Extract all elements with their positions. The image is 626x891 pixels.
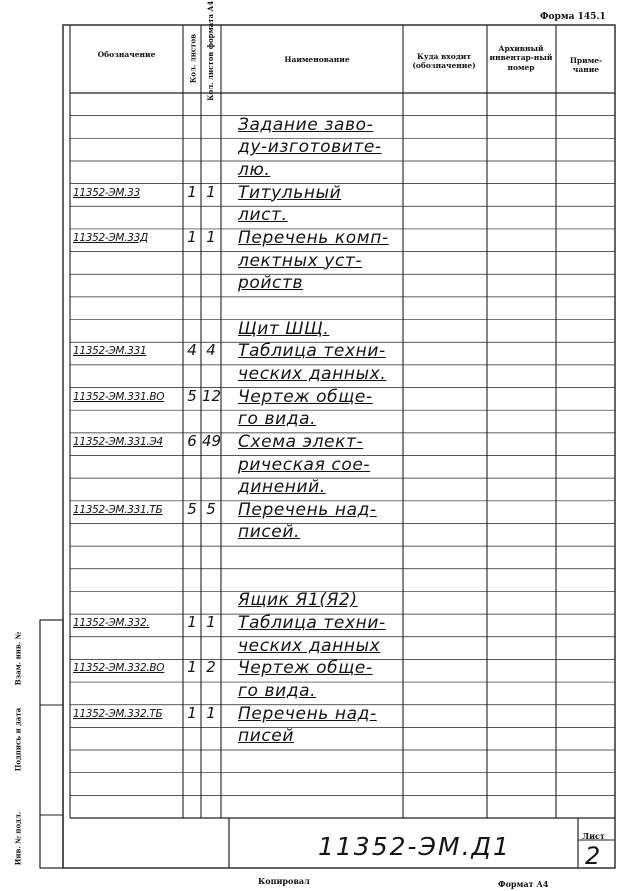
row-name: Таблица техни- [238, 613, 386, 634]
document-code: 11352-ЭМ.Д1 [318, 832, 511, 861]
row-sheet-count-a4: 1 [206, 227, 216, 246]
row-name: Перечень над- [238, 499, 377, 520]
header-sheet-count-a4-text: Кол. листов формата А4 [206, 0, 216, 101]
row-sheet-count: 1 [187, 613, 197, 632]
row-name: писей [238, 726, 295, 747]
row-designation: 11352-ЭМ.331.Э4 [73, 435, 163, 448]
row-name: Задание заво- [238, 114, 374, 135]
row-name: динений. [238, 477, 326, 498]
header-archive-number: Архивный инвентар-ный номер [489, 44, 553, 72]
row-sheet-count-a4: 49 [202, 431, 222, 450]
row-designation: 11352-ЭМ.332. [73, 617, 150, 630]
row-sheet-count-a4: 12 [202, 386, 222, 405]
row-name: Ящик Я1(Я2) [238, 590, 358, 611]
row-name: ческих данных. [238, 363, 387, 384]
row-designation: 11352-ЭМ.331.ВО [73, 390, 165, 403]
row-designation: 11352-ЭМ.33Д [73, 231, 148, 244]
form-label: Форма 145.1 [540, 12, 606, 22]
row-sheet-count: 1 [187, 703, 197, 722]
row-sheet-count-a4: 5 [206, 499, 216, 518]
row-designation: 11352-ЭМ.33 [73, 186, 140, 199]
row-sheet-count-a4: 1 [206, 182, 216, 201]
row-sheet-count: 1 [187, 182, 197, 201]
copied-label: Копировал [258, 876, 310, 886]
header-designation: Обозначение [97, 50, 156, 59]
row-name: Перечень над- [238, 703, 377, 724]
row-name: лю. [238, 159, 271, 180]
header-name: Наименование [284, 55, 350, 64]
sheet-label: Лист [582, 831, 605, 841]
row-sheet-count: 4 [187, 341, 197, 360]
row-name: Чертеж обще- [238, 386, 373, 407]
row-designation: 11352-ЭМ.332.ВО [73, 662, 165, 675]
row-designation: 11352-ЭМ.331 [73, 345, 147, 358]
row-name: Перечень комп- [238, 227, 389, 248]
header-where-used: Куда входит (обозначение) [412, 52, 476, 71]
row-sheet-count-a4: 2 [206, 658, 216, 677]
replace-inv-label: Взам. инв. № [13, 631, 23, 686]
row-name: Схема элект- [238, 431, 364, 452]
row-name: Титульный [238, 182, 342, 203]
header-sheet-count-a4 [206, 0, 216, 101]
row-name: писей. [238, 522, 301, 543]
row-sheet-count: 5 [187, 386, 197, 405]
row-name: ройств [238, 273, 304, 294]
row-sheet-count-a4: 1 [206, 613, 216, 632]
row-name: рическая сое- [238, 454, 371, 475]
sign-date-label: Подпись и дата [13, 707, 23, 772]
row-name: ду-изготовите- [238, 137, 382, 158]
row-sheet-count-a4: 1 [206, 703, 216, 722]
sheet-number: 2 [585, 842, 601, 870]
row-sheet-count-a4: 4 [206, 341, 216, 360]
row-name: Щит ШЩ. [238, 318, 330, 339]
row-name: Таблица техни- [238, 341, 386, 362]
row-sheet-count: 1 [187, 658, 197, 677]
row-sheet-count: 6 [187, 431, 197, 450]
row-name: го вида. [238, 681, 317, 702]
format-label: Формат А4 [498, 879, 549, 889]
header-note: Приме-чание [569, 56, 603, 75]
row-name: лист. [238, 205, 288, 226]
row-name: лектных уст- [238, 250, 363, 271]
inv-orig-label: Инв. № подл. [13, 811, 23, 866]
row-name: го вида. [238, 409, 317, 430]
row-sheet-count: 1 [187, 227, 197, 246]
header-sheet-count: Кол. листов [188, 33, 198, 84]
row-name: ческих данных [238, 635, 381, 656]
row-designation: 11352-ЭМ.331.ТБ [73, 503, 163, 516]
row-name: Чертеж обще- [238, 658, 373, 679]
row-designation: 11352-ЭМ.332.ТБ [73, 707, 163, 720]
row-sheet-count: 5 [187, 499, 197, 518]
